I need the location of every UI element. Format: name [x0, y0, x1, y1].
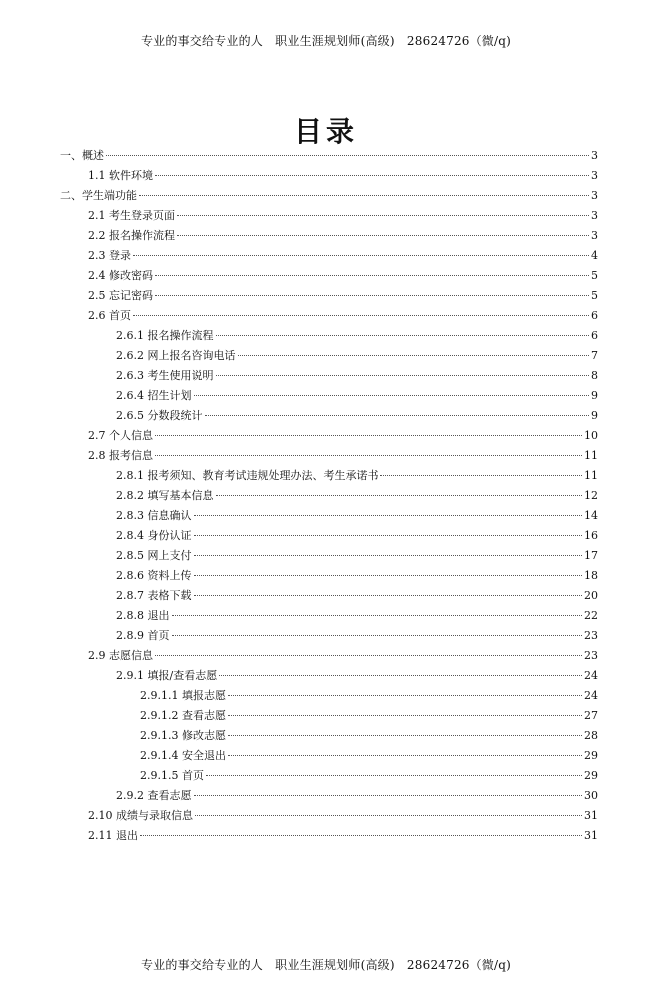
- toc-dot-leader: [106, 154, 589, 156]
- toc-entry-page-number: 12: [584, 489, 598, 502]
- toc-entry-label: 2.8.4 身份认证: [116, 529, 192, 542]
- toc-entry-page-number: 31: [584, 829, 598, 842]
- toc-entry[interactable]: [60, 646, 598, 666]
- toc-entry-page-number: 9: [591, 409, 598, 422]
- toc-entry-label: 2.9.1.3 修改志愿: [140, 729, 226, 742]
- toc-entry[interactable]: [60, 526, 598, 546]
- toc-entry[interactable]: [60, 766, 598, 786]
- toc-dot-leader: [177, 214, 589, 216]
- toc-entry-page-number: 11: [584, 469, 598, 482]
- toc-entry-label: 2.9.1.1 填报志愿: [140, 689, 226, 702]
- toc-entry-label: 2.1 考生登录页面: [88, 209, 175, 222]
- toc-dot-leader: [228, 714, 582, 716]
- toc-dot-leader: [194, 534, 583, 536]
- toc-entry-page-number: 31: [584, 809, 598, 822]
- toc-entry-page-number: 17: [584, 549, 598, 562]
- toc-entry-page-number: 20: [584, 589, 598, 602]
- page-title: 目录: [293, 115, 358, 148]
- toc-dot-leader: [139, 194, 589, 196]
- toc-entry[interactable]: [60, 246, 598, 266]
- toc-entry-label: 2.5 忘记密码: [88, 289, 153, 302]
- toc-entry-page-number: 30: [584, 789, 598, 802]
- page-header: 专业的事交给专业的人 职业生涯规划师(高级) 28624726（微/q): [140, 34, 512, 48]
- toc-dot-leader: [194, 794, 583, 796]
- toc-entry-page-number: 23: [584, 649, 598, 662]
- toc-entry[interactable]: [60, 686, 598, 706]
- toc-dot-leader: [172, 634, 583, 636]
- toc-entry[interactable]: [60, 226, 598, 246]
- toc-entry-label: 2.11 退出: [88, 829, 138, 842]
- toc-entry-label: 2.7 个人信息: [88, 429, 153, 442]
- toc-entry-page-number: 5: [591, 289, 598, 302]
- toc-entry[interactable]: [60, 626, 598, 646]
- toc-entry[interactable]: [60, 426, 598, 446]
- toc-entry[interactable]: [60, 606, 598, 626]
- toc-entry[interactable]: [60, 386, 598, 406]
- toc-entry-label: 2.8 报考信息: [88, 449, 153, 462]
- toc-entry-page-number: 23: [584, 629, 598, 642]
- toc-dot-leader: [216, 334, 590, 336]
- toc-entry-label: 2.6.2 网上报名咨询电话: [116, 349, 236, 362]
- toc-entry-page-number: 22: [584, 609, 598, 622]
- toc-dot-leader: [155, 174, 589, 176]
- toc-entry-label: 一、概述: [60, 149, 104, 162]
- toc-dot-leader: [228, 734, 582, 736]
- toc-dot-leader: [194, 514, 583, 516]
- toc-entry-page-number: 3: [591, 229, 598, 242]
- toc-entry-label: 2.8.3 信息确认: [116, 509, 192, 522]
- toc-entry-page-number: 8: [591, 369, 598, 382]
- table-of-contents: [60, 146, 598, 846]
- toc-entry-label: 2.9.1 填报/查看志愿: [116, 669, 218, 682]
- toc-entry-page-number: 16: [584, 529, 598, 542]
- toc-entry[interactable]: [60, 266, 598, 286]
- toc-entry-page-number: 14: [584, 509, 598, 522]
- toc-entry-page-number: 5: [591, 269, 598, 282]
- toc-entry-label: 2.10 成绩与录取信息: [88, 809, 193, 822]
- toc-entry-label: 2.9 志愿信息: [88, 649, 153, 662]
- toc-entry-page-number: 28: [584, 729, 598, 742]
- toc-entry[interactable]: [60, 186, 598, 206]
- toc-entry-page-number: 6: [591, 309, 598, 322]
- toc-entry-label: 2.2 报名操作流程: [88, 229, 175, 242]
- toc-entry-page-number: 4: [591, 249, 598, 262]
- toc-entry-label: 2.4 修改密码: [88, 269, 153, 282]
- toc-entry[interactable]: [60, 486, 598, 506]
- toc-dot-leader: [216, 494, 583, 496]
- toc-entry-page-number: 24: [584, 669, 598, 682]
- toc-entry-page-number: 9: [591, 389, 598, 402]
- toc-entry[interactable]: [60, 506, 598, 526]
- toc-dot-leader: [206, 774, 582, 776]
- toc-entry[interactable]: [60, 346, 598, 366]
- toc-dot-leader: [194, 554, 583, 556]
- toc-entry-label: 2.6.4 招生计划: [116, 389, 192, 402]
- toc-entry-page-number: 18: [584, 569, 598, 582]
- toc-entry-page-number: 3: [591, 169, 598, 182]
- toc-entry-label: 2.8.5 网上支付: [116, 549, 192, 562]
- toc-entry-label: 二、学生端功能: [60, 189, 137, 202]
- toc-entry[interactable]: [60, 746, 598, 766]
- toc-entry[interactable]: [60, 726, 598, 746]
- toc-entry-page-number: 24: [584, 689, 598, 702]
- toc-dot-leader: [155, 654, 582, 656]
- toc-entry[interactable]: [60, 706, 598, 726]
- toc-entry-page-number: 7: [591, 349, 598, 362]
- toc-entry[interactable]: [60, 566, 598, 586]
- toc-entry-label: 2.8.9 首页: [116, 629, 170, 642]
- toc-dot-leader: [177, 234, 589, 236]
- toc-entry-label: 2.8.1 报考须知、教育考试违规处理办法、考生承诺书: [116, 469, 379, 482]
- toc-dot-leader: [228, 754, 582, 756]
- toc-entry-page-number: 27: [584, 709, 598, 722]
- toc-entry[interactable]: [60, 206, 598, 226]
- page-footer: 专业的事交给专业的人 职业生涯规划师(高级) 28624726（微/q): [140, 958, 512, 972]
- toc-entry-page-number: 29: [584, 769, 598, 782]
- toc-entry-page-number: 11: [584, 449, 598, 462]
- toc-dot-leader: [194, 394, 590, 396]
- toc-dot-leader: [140, 834, 582, 836]
- toc-entry-label: 2.9.1.5 首页: [140, 769, 204, 782]
- toc-entry-label: 2.8.7 表格下载: [116, 589, 192, 602]
- toc-entry-page-number: 29: [584, 749, 598, 762]
- toc-entry[interactable]: [60, 286, 598, 306]
- toc-entry-label: 2.6.1 报名操作流程: [116, 329, 214, 342]
- toc-dot-leader: [380, 474, 582, 476]
- toc-entry[interactable]: [60, 366, 598, 386]
- toc-entry-label: 2.9.2 查看志愿: [116, 789, 192, 802]
- toc-entry[interactable]: [60, 166, 598, 186]
- toc-dot-leader: [194, 594, 583, 596]
- toc-dot-leader: [195, 814, 582, 816]
- toc-dot-leader: [228, 694, 582, 696]
- toc-entry[interactable]: [60, 146, 598, 166]
- toc-entry[interactable]: [60, 546, 598, 566]
- toc-entry[interactable]: [60, 806, 598, 826]
- toc-dot-leader: [133, 314, 589, 316]
- toc-entry[interactable]: [60, 786, 598, 806]
- toc-entry[interactable]: [60, 826, 598, 846]
- toc-dot-leader: [194, 574, 583, 576]
- toc-dot-leader: [133, 254, 589, 256]
- toc-entry-label: 2.8.6 资料上传: [116, 569, 192, 582]
- toc-dot-leader: [205, 414, 590, 416]
- toc-entry-page-number: 10: [584, 429, 598, 442]
- toc-entry[interactable]: [60, 466, 598, 486]
- toc-entry[interactable]: [60, 586, 598, 606]
- toc-entry-page-number: 6: [591, 329, 598, 342]
- toc-entry-label: 2.8.8 退出: [116, 609, 170, 622]
- toc-entry[interactable]: [60, 306, 598, 326]
- toc-entry-label: 2.9.1.2 查看志愿: [140, 709, 226, 722]
- toc-entry-label: 2.8.2 填写基本信息: [116, 489, 214, 502]
- toc-entry-page-number: 3: [591, 149, 598, 162]
- toc-entry-label: 2.6 首页: [88, 309, 131, 322]
- toc-entry[interactable]: [60, 666, 598, 686]
- toc-entry-label: 2.6.3 考生使用说明: [116, 369, 214, 382]
- toc-entry-page-number: 3: [591, 209, 598, 222]
- toc-dot-leader: [216, 374, 590, 376]
- toc-dot-leader: [155, 454, 582, 456]
- toc-entry-page-number: 3: [591, 189, 598, 202]
- toc-dot-leader: [238, 354, 590, 356]
- toc-entry[interactable]: [60, 446, 598, 466]
- toc-entry[interactable]: [60, 406, 598, 426]
- toc-entry-label: 2.3 登录: [88, 249, 131, 262]
- toc-entry-label: 1.1 软件环境: [88, 169, 153, 182]
- toc-dot-leader: [155, 434, 582, 436]
- toc-dot-leader: [155, 274, 589, 276]
- toc-dot-leader: [219, 674, 582, 676]
- toc-entry-label: 2.9.1.4 安全退出: [140, 749, 226, 762]
- toc-entry-label: 2.6.5 分数段统计: [116, 409, 203, 422]
- toc-entry[interactable]: [60, 326, 598, 346]
- toc-dot-leader: [172, 614, 583, 616]
- toc-dot-leader: [155, 294, 589, 296]
